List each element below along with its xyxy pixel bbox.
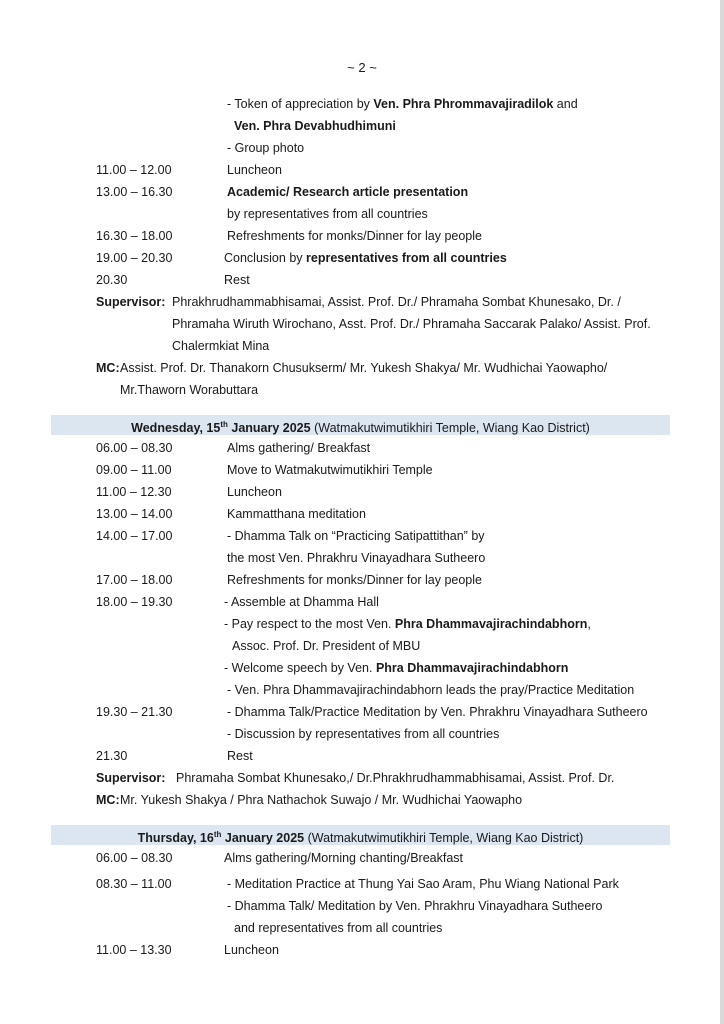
activity: Rest: [227, 749, 253, 763]
group-photo: - Group photo: [227, 141, 305, 155]
activity-continuation: - Welcome speech by Ven. Phra Dhammavajirachindabhorn: [224, 661, 569, 675]
time: 09.00 – 11.00: [96, 463, 172, 477]
mc-label: MC:: [96, 793, 120, 807]
activity-continuation: the most Ven. Phrakhru Vinayadhara Sutheero: [227, 551, 486, 565]
activity: - Dhamma Talk on “Practicing Satipattithan” by: [227, 529, 485, 543]
activity: Academic/ Research article presentation: [227, 185, 469, 199]
mc-label: MC:: [96, 361, 120, 375]
activity: Rest: [224, 273, 250, 287]
token-name-1: Ven. Phra Phrommavajiradilok: [373, 97, 554, 111]
time: 11.00 – 12.30: [96, 485, 172, 499]
activity: Alms gathering/ Breakfast: [227, 441, 371, 455]
activity: Luncheon: [227, 485, 282, 499]
supervisor-line: [96, 294, 621, 310]
activity: - Dhamma Talk/Practice Meditation by Ven. Phrakhru Vinayadhara Sutheero: [227, 705, 648, 719]
supervisor-label: Supervisor:: [96, 771, 166, 785]
activity-continuation: - Discussion by representatives from all countries: [227, 727, 500, 741]
time: 20.30: [96, 273, 128, 287]
time: 19.00 – 20.30: [96, 251, 173, 265]
time: 16.30 – 18.00: [96, 229, 173, 243]
time: 19.30 – 21.30: [96, 705, 173, 719]
token-name-2: Ven. Phra Devabhudhimuni: [234, 119, 396, 133]
mc-names-2: Mr.Thaworn Worabuttara: [120, 383, 259, 397]
time: 06.00 – 08.30: [96, 851, 173, 865]
activity-continuation: - Pay respect to the most Ven. Phra Dhammavajirachindabhorn,: [224, 617, 591, 631]
time: 18.00 – 19.30: [96, 595, 173, 609]
activity: - Assemble at Dhamma Hall: [224, 595, 379, 609]
time: 11.00 – 13.30: [96, 943, 172, 957]
token-and: and: [553, 97, 578, 111]
activity-continuation: by representatives from all countries: [227, 207, 428, 221]
supervisor-names-3: Chalermkiat Mina: [172, 339, 270, 353]
activity-continuation: - Dhamma Talk/ Meditation by Ven. Phrakhru Vinayadhara Sutheero: [227, 899, 603, 913]
mc-names: Assist. Prof. Dr. Thanakorn Chusukserm/ Mr. Yukesh Shakya/ Mr. Wudhichai Yaowapho/: [120, 361, 608, 375]
supervisor-label: Supervisor:: [96, 295, 166, 309]
mc-names: Mr. Yukesh Shakya / Phra Nathachok Suwajo / Mr. Wudhichai Yaowapho: [120, 793, 523, 807]
time: 13.00 – 14.00: [96, 507, 173, 521]
activity: Luncheon: [224, 943, 279, 957]
mc-line: [96, 792, 523, 808]
day-header-thursday: Thursday, 16th January 2025 (Watmakutwimutikhiri Temple, Wiang Kao District): [51, 825, 670, 845]
activity: Alms gathering/Morning chanting/Breakfast: [224, 851, 464, 865]
supervisor-names: Phrakhrudhammabhisamai, Assist. Prof. Dr./ Phramaha Sombat Khunesako, Dr. /: [172, 295, 621, 309]
supervisor-names-2: Phramaha Wiruth Wirochano, Asst. Prof. Dr./ Phramaha Saccarak Palako/ Assist. Prof.: [172, 317, 651, 331]
time: 11.00 – 12.00: [96, 163, 172, 177]
day-header-wednesday: Wednesday, 15th January 2025 (Watmakutwimutikhiri Temple, Wiang Kao District): [51, 415, 670, 435]
time: 14.00 – 17.00: [96, 529, 173, 543]
activity: Refreshments for monks/Dinner for lay people: [227, 573, 482, 587]
time: 08.30 – 11.00: [96, 877, 172, 891]
activity: Conclusion by representatives from all countries: [224, 251, 507, 265]
supervisor-names: Phramaha Sombat Khunesako,/ Dr.Phrakhrudhammabhisamai, Assist. Prof. Dr.: [176, 771, 615, 785]
page-number: ~ 2 ~: [347, 60, 377, 75]
activity-continuation: Assoc. Prof. Dr. President of MBU: [232, 639, 421, 653]
activity: Kammatthana meditation: [227, 507, 366, 521]
token-prefix: - Token of appreciation by: [227, 97, 374, 111]
supervisor-line: [96, 770, 615, 786]
activity: Luncheon: [227, 163, 282, 177]
time: 21.30: [96, 749, 128, 763]
activity: - Meditation Practice at Thung Yai Sao Aram, Phu Wiang National Park: [227, 877, 619, 891]
activity: Refreshments for monks/Dinner for lay people: [227, 229, 482, 243]
time: 13.00 – 16.30: [96, 185, 173, 199]
token-line: [227, 96, 578, 112]
activity: Move to Watmakutwimutikhiri Temple: [227, 463, 433, 477]
time: 17.00 – 18.00: [96, 573, 173, 587]
activity-continuation: - Ven. Phra Dhammavajirachindabhorn leads the pray/Practice Meditation: [227, 683, 635, 697]
mc-line: [96, 360, 608, 376]
time: 06.00 – 08.30: [96, 441, 173, 455]
activity-continuation: and representatives from all countries: [234, 921, 443, 935]
page-edge: [720, 0, 724, 1024]
